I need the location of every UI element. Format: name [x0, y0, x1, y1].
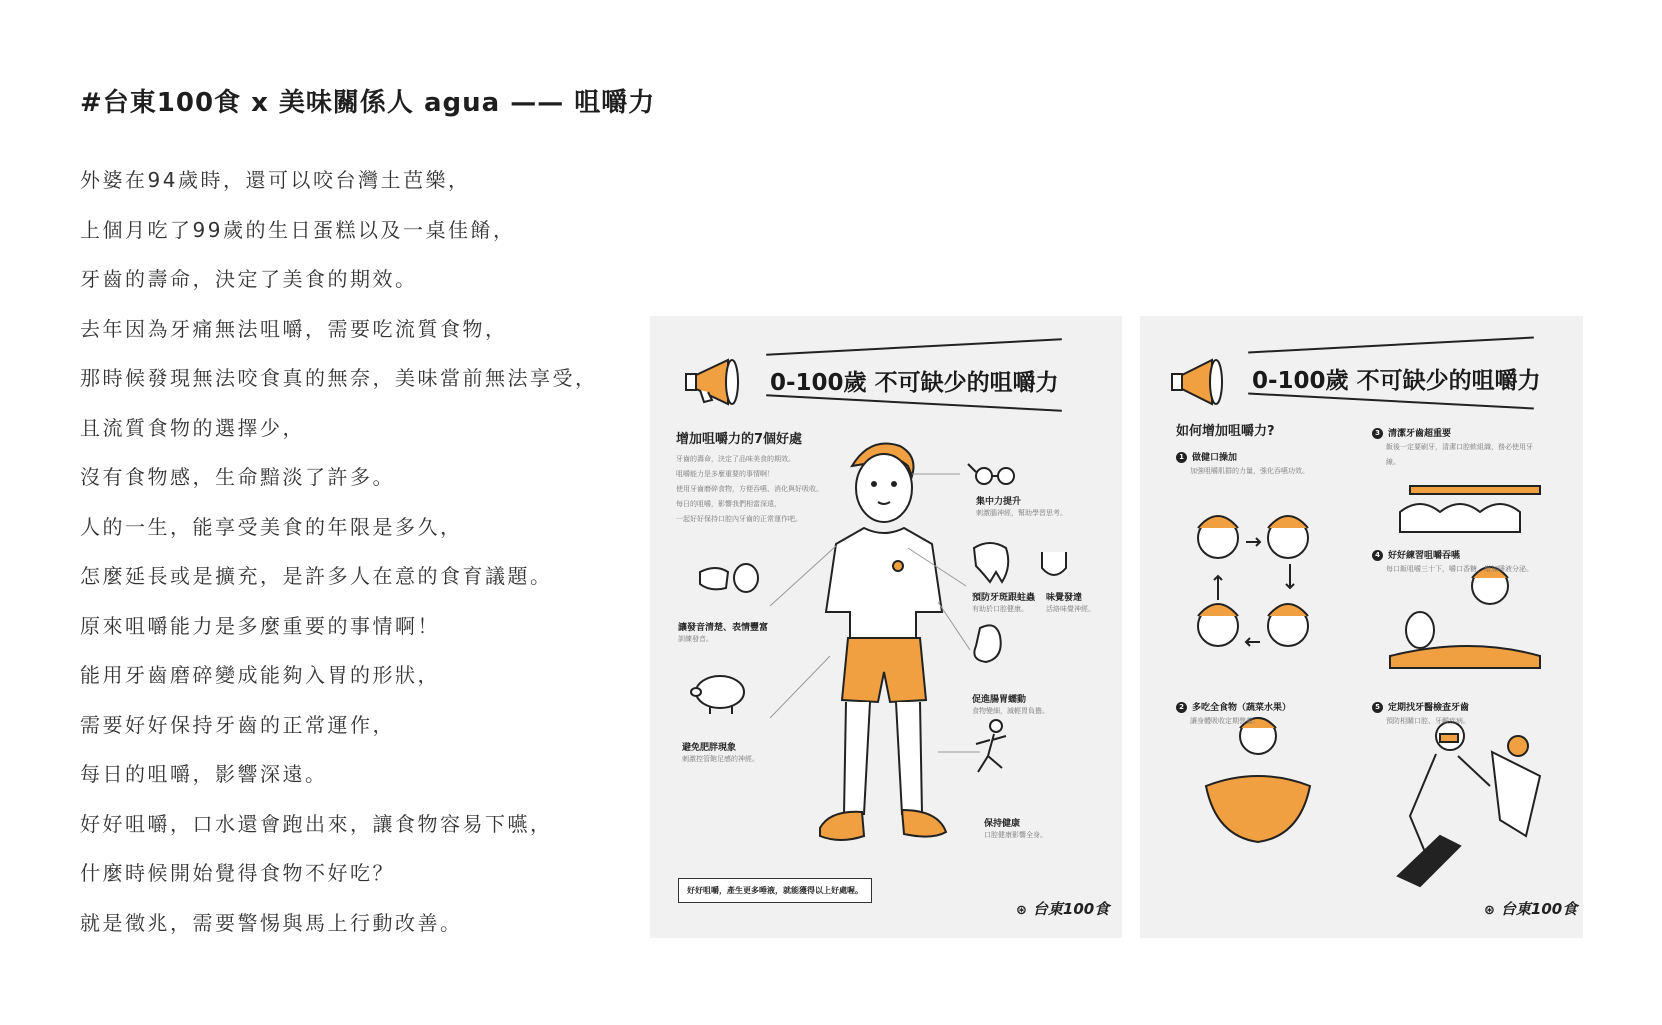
benefits-heading: 增加咀嚼力的7個好處 [676, 432, 803, 447]
article-title: #台東100食 x 美味關係人 agua —— 咀嚼力 [80, 88, 656, 118]
poster-title: 0-100歲 不可缺少的咀嚼力 [770, 370, 1059, 396]
tip-number: 5 [1372, 702, 1383, 713]
tip-number: 3 [1372, 428, 1383, 439]
paragraph-line: 人的一生，能享受美食的年限是多久， [80, 514, 463, 539]
megaphone-icon [686, 360, 738, 404]
poster-tips-illustration [1140, 316, 1583, 938]
tip-label [1372, 700, 1469, 713]
food-basket-icon [1206, 718, 1310, 842]
benefit-desc: 有助於口腔健康。 [972, 605, 1028, 613]
brand-name: 台東100食 [1500, 900, 1578, 918]
stomach-icon [974, 625, 1000, 662]
paragraph-line: 沒有食物感，生命黯淡了許多。 [80, 465, 395, 489]
tip-label [1176, 450, 1237, 463]
benefit-label: 味覺發達 [1046, 593, 1083, 603]
intro-line: 每日的咀嚼，影響我們相當深遠， [676, 500, 781, 508]
paragraph-line: 牙齒的壽命，決定了美食的期效。 [80, 267, 418, 291]
runner-icon [976, 720, 1006, 772]
eating-figure [1390, 567, 1540, 668]
poster-tips [1140, 316, 1583, 938]
benefit-label: 預防牙斑跟蛀蟲 [972, 593, 1036, 603]
tip-number: 1 [1176, 452, 1187, 463]
article-body [80, 164, 598, 956]
face-exercise-figures [1198, 516, 1308, 646]
paragraph-line: 就是徵兆，需要警惕與馬上行動改善。 [80, 910, 463, 935]
benefit-label: 讓發音清楚、表情豐富 [678, 623, 769, 633]
paragraph-line: 那時候發現無法咬食真的無奈，美味當前無法享受， [80, 366, 598, 390]
speech-icon [700, 564, 758, 592]
poster-footer-note: 好好咀嚼，產生更多唾液，就能獲得以上好處喔。 [678, 878, 872, 903]
tip-text: 定期找牙醫檢查牙齒 [1388, 703, 1470, 713]
paragraph-line: 去年因為牙痛無法咀嚼，需要吃流質食物， [80, 316, 508, 341]
tip-desc: 每口飯咀嚼三十下，嚼口香糖，增加唾液分泌。 [1386, 565, 1533, 573]
intro-line: 牙齒的壽命，決定了品味美食的期效。 [676, 455, 795, 463]
brand-logo [1016, 898, 1109, 919]
benefit-label: 保持健康 [984, 819, 1021, 829]
benefit-label: 促進腸胃蠕動 [972, 695, 1027, 705]
tip-desc: 讓身體吸收定期營養。 [1190, 717, 1260, 725]
tip-desc: 預防相關口腔、牙齦疾病。 [1386, 717, 1470, 725]
tip-text: 清潔牙齒超重要 [1388, 429, 1452, 439]
benefit-desc: 口腔健康影響全身。 [984, 831, 1047, 839]
intro-line: 咀嚼能力是多麼重要的事情啊！ [676, 470, 774, 478]
tip-number: 2 [1176, 702, 1187, 713]
benefit-desc: 刺激控管飽足感的神經。 [682, 755, 759, 763]
megaphone-icon [1172, 360, 1222, 404]
logo-icon: ⊛ [1016, 903, 1027, 918]
paragraph-line: 外婆在94歲時，還可以咬台灣土芭樂， [80, 168, 471, 192]
paragraph-line: 且流質食物的選擇少， [80, 415, 305, 440]
benefit-desc: 活絡味覺神經。 [1046, 605, 1095, 613]
boy-figure [820, 444, 946, 841]
paragraph-line: 什麼時候開始覺得食物不好吃？ [80, 861, 395, 885]
paragraph-line: 需要好好保持牙齒的正常運作， [80, 712, 395, 737]
paragraph-line: 上個月吃了99歲的生日蛋糕以及一桌佳餚， [80, 217, 516, 242]
pig-icon [691, 676, 744, 714]
poster-benefits [650, 316, 1122, 938]
intro-line: 使用牙齒磨碎食物，方便吞嚥、消化與好吸收。 [676, 485, 823, 493]
brand-logo [1484, 898, 1577, 919]
tip-desc: 飯後一定要刷牙，清潔口腔軟組織，務必使用牙線。 [1386, 443, 1533, 466]
tip-text: 好好練習咀嚼吞嚥 [1388, 551, 1461, 561]
paragraph-line: 每日的咀嚼，影響深遠。 [80, 762, 328, 786]
tips-heading: 如何增加咀嚼力? [1176, 424, 1275, 439]
paragraph-line: 好好咀嚼，口水還會跑出來，讓食物容易下嚥， [80, 811, 553, 836]
tongue-icon [1042, 552, 1066, 575]
poster-title: 0-100歲 不可缺少的咀嚼力 [1252, 368, 1541, 394]
benefit-desc: 刺激腦神經，幫助學習思考。 [976, 509, 1067, 517]
tip-label [1372, 548, 1460, 561]
dentist-icon [1398, 722, 1540, 886]
intro-line: 一起好好保持口腔內牙齒的正常運作吧。 [676, 515, 802, 523]
tip-desc: 加強咀嚼肌群的力量，強化吞嚥功效。 [1190, 467, 1309, 475]
tip-text: 多吃全食物（蔬菜水果） [1192, 703, 1292, 713]
brand-name: 台東100食 [1032, 900, 1110, 918]
toothbrush-icon [1400, 486, 1540, 532]
tip-label [1372, 426, 1451, 439]
paragraph-line: 怎麼延長或是擴充，是許多人在意的食育議題。 [80, 564, 553, 588]
tip-number: 4 [1372, 550, 1383, 561]
paragraph-line: 能用牙齒磨碎變成能夠入胃的形狀， [80, 663, 440, 687]
benefit-desc: 訓練發音。 [678, 635, 713, 643]
benefit-desc: 食物變細，減輕胃負擔。 [972, 707, 1049, 715]
glasses-icon [968, 464, 1014, 484]
tooth-icon [974, 543, 1008, 582]
benefit-label: 集中力提升 [976, 497, 1022, 507]
paragraph-line: 原來咀嚼能力是多麼重要的事情啊！ [80, 613, 440, 638]
tip-label [1176, 700, 1291, 713]
benefit-label: 避免肥胖現象 [682, 743, 737, 753]
logo-icon: ⊛ [1484, 903, 1495, 918]
tip-text: 做健口操加 [1192, 453, 1238, 463]
